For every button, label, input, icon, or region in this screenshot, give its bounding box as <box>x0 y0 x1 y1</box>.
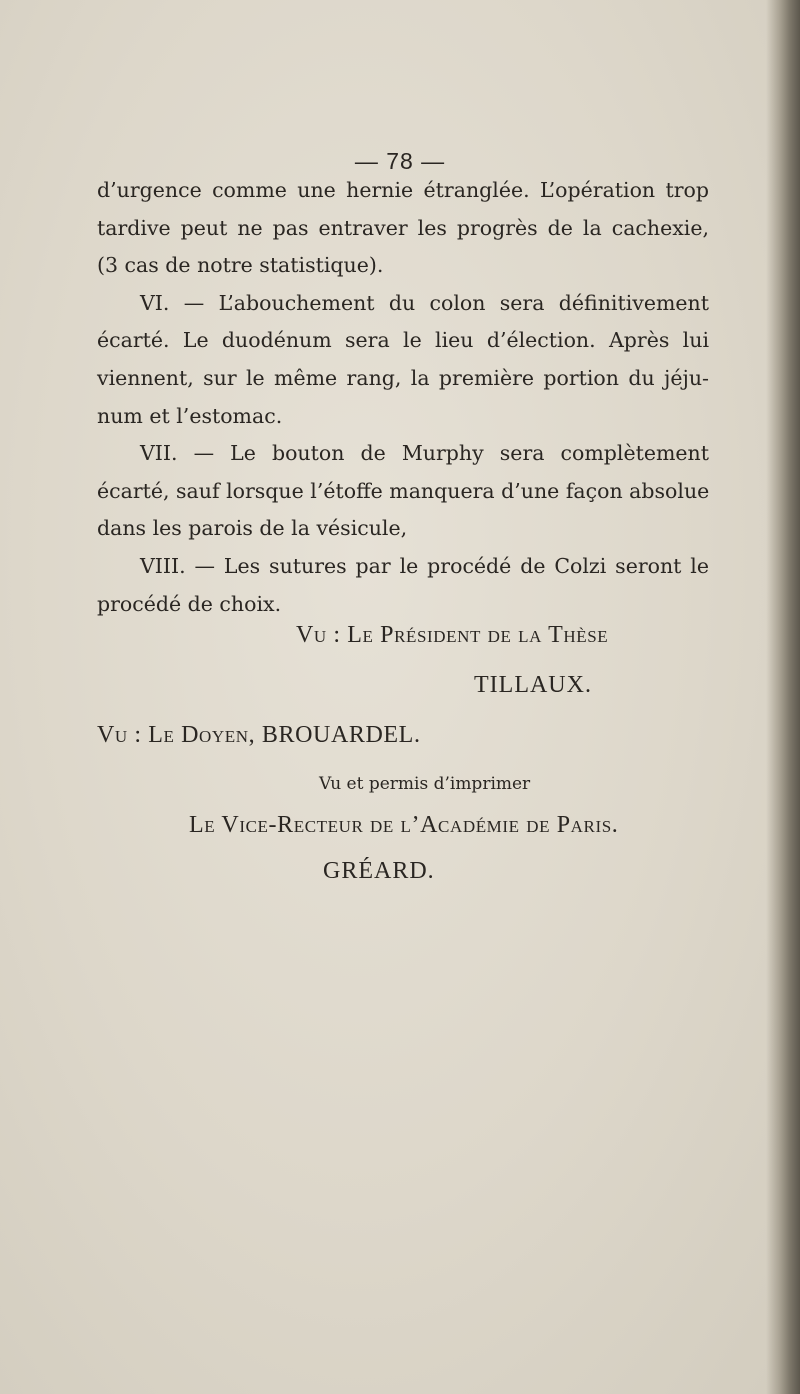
text-line: (3 cas de notre statistique). <box>97 253 384 278</box>
text-line: VI. — L’abouchement du colon sera définitivement <box>140 290 709 315</box>
permis-imprimer: Vu et permis d’imprimer <box>319 774 531 794</box>
president-name: TILLAUX. <box>474 672 592 698</box>
text-line: dans les parois de la vésicule, <box>97 516 408 541</box>
text-line: VII. — Le bouton de Murphy sera complètement <box>140 441 709 466</box>
text-line: écarté, sauf lorsque l’étoffe manquera d’une façon absolue <box>97 478 710 503</box>
vice-recteur-name: GRÉARD. <box>323 858 435 884</box>
page-number: — 78 — <box>354 148 446 174</box>
text-line: viennent, sur le même rang, la première portion du jéju- <box>97 365 709 390</box>
vice-recteur-line: Le Vice-Recteur de l’Académie de Paris. <box>189 812 619 838</box>
text-line: tardive peut ne pas entraver les progrès de la cachexie, <box>97 215 709 240</box>
doyen-signature-line: Vu : Le Doyen, BROUARDEL. <box>97 722 421 748</box>
text-line: VIII. — Les sutures par le procédé de Colzi seront le <box>140 553 709 578</box>
text-line: num et l’estomac. <box>97 403 283 428</box>
page-edge-shadow <box>766 0 800 1394</box>
text-line: écarté. Le duodénum sera le lieu d’élection. Après lui <box>97 328 709 353</box>
president-signature-line: Vu : Le Président de la Thèse <box>296 622 609 648</box>
body-text <box>97 172 709 623</box>
text-line: d’urgence comme une hernie étranglée. L’opération trop <box>97 178 709 202</box>
text-line: procédé de choix. <box>97 591 282 616</box>
